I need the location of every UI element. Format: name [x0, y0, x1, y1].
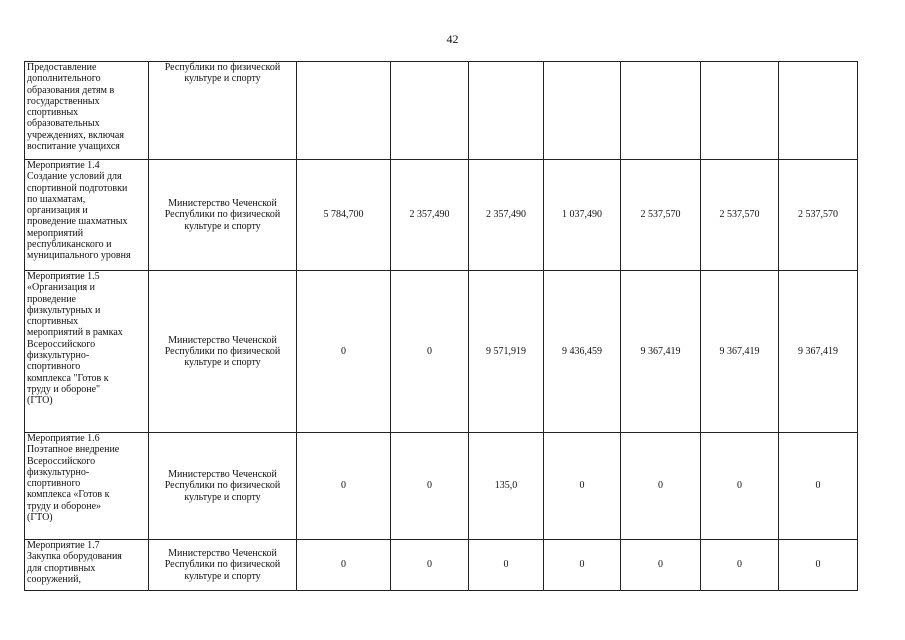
funding-value — [779, 62, 858, 160]
funding-value: 2 357,490 — [391, 160, 469, 271]
funding-value: 0 — [779, 433, 858, 540]
responsible-org-cell — [149, 62, 297, 160]
funding-value — [469, 62, 544, 160]
table-row — [25, 62, 858, 160]
funding-value: 1 037,490 — [544, 160, 621, 271]
funding-value: 0 — [544, 540, 621, 591]
funding-value: 0 — [391, 540, 469, 591]
funding-value: 2 537,570 — [701, 160, 779, 271]
activity-name: Предоставление дополнительного образования детям в государственных спортивных образовательных учреждениях, включая воспитание учащихся — [27, 62, 124, 153]
funding-value: 9 436,459 — [544, 271, 621, 433]
funding-value — [391, 62, 469, 160]
funding-value — [621, 62, 701, 160]
funding-value: 0 — [701, 433, 779, 540]
activity-name: Мероприятие 1.5 «Организация и проведение физкультурных и спортивных мероприятий в рамках Всероссийского физкультурно- спортивного комплекса "Готов к труду и обороне" (ГТО) — [27, 271, 123, 407]
funding-value: 9 367,419 — [701, 271, 779, 433]
responsible-org: Республики по физической культуре и спорту — [164, 62, 281, 85]
responsible-org: Министерство Чеченской Республики по физической культуре и спорту — [164, 334, 281, 369]
funding-value: 9 367,419 — [621, 271, 701, 433]
funding-value: 9 367,419 — [779, 271, 858, 433]
activity-name-cell — [25, 271, 149, 433]
activity-name-cell — [25, 160, 149, 271]
funding-value: 5 784,700 — [297, 160, 391, 271]
activity-name: Мероприятие 1.4 Создание условий для спортивной подготовки по шахматам, организация и проведение шахматных мероприятий республиканского и муниципального уровня — [27, 160, 131, 262]
funding-value: 0 — [544, 433, 621, 540]
responsible-org: Министерство Чеченской Республики по физической культуре и спорту — [164, 198, 281, 232]
funding-value: 0 — [779, 540, 858, 591]
funding-value: 0 — [621, 433, 701, 540]
funding-value: 0 — [469, 540, 544, 591]
funding-value: 0 — [297, 540, 391, 591]
funding-value: 9 571,919 — [469, 271, 544, 433]
funding-value: 0 — [297, 271, 391, 433]
table-row — [25, 433, 858, 540]
activity-name: Мероприятие 1.7 Закупка оборудования для спортивных сооружений, — [27, 540, 122, 585]
funding-value: 0 — [621, 540, 701, 591]
table-row — [25, 540, 858, 591]
activity-name-cell — [25, 62, 149, 160]
funding-value: 0 — [391, 271, 469, 433]
funding-value — [297, 62, 391, 160]
funding-value: 0 — [391, 433, 469, 540]
responsible-org-cell — [149, 160, 297, 271]
funding-value: 0 — [701, 540, 779, 591]
funding-value: 2 537,570 — [621, 160, 701, 271]
activity-name-cell — [25, 540, 149, 591]
activity-name: Мероприятие 1.6 Поэтапное внедрение Всероссийского физкультурно- спортивного комплекса «Готов к труду и обороне» (ГТО) — [27, 433, 120, 524]
funding-value: 135,0 — [469, 433, 544, 540]
responsible-org-cell — [149, 433, 297, 540]
funding-value: 2 357,490 — [469, 160, 544, 271]
program-table — [24, 61, 858, 591]
page-number: 42 — [446, 32, 459, 46]
funding-value: 2 537,570 — [779, 160, 858, 271]
activity-name-cell — [25, 433, 149, 540]
table-row — [25, 160, 858, 271]
responsible-org: Министерство Чеченской Республики по физической культуре и спорту — [164, 469, 281, 503]
responsible-org-cell — [149, 540, 297, 591]
funding-value — [544, 62, 621, 160]
funding-value: 0 — [297, 433, 391, 540]
responsible-org: Министерство Чеченской Республики по физической культуре и спорту — [164, 548, 281, 582]
table-row — [25, 271, 858, 433]
funding-value — [701, 62, 779, 160]
responsible-org-cell — [149, 271, 297, 433]
